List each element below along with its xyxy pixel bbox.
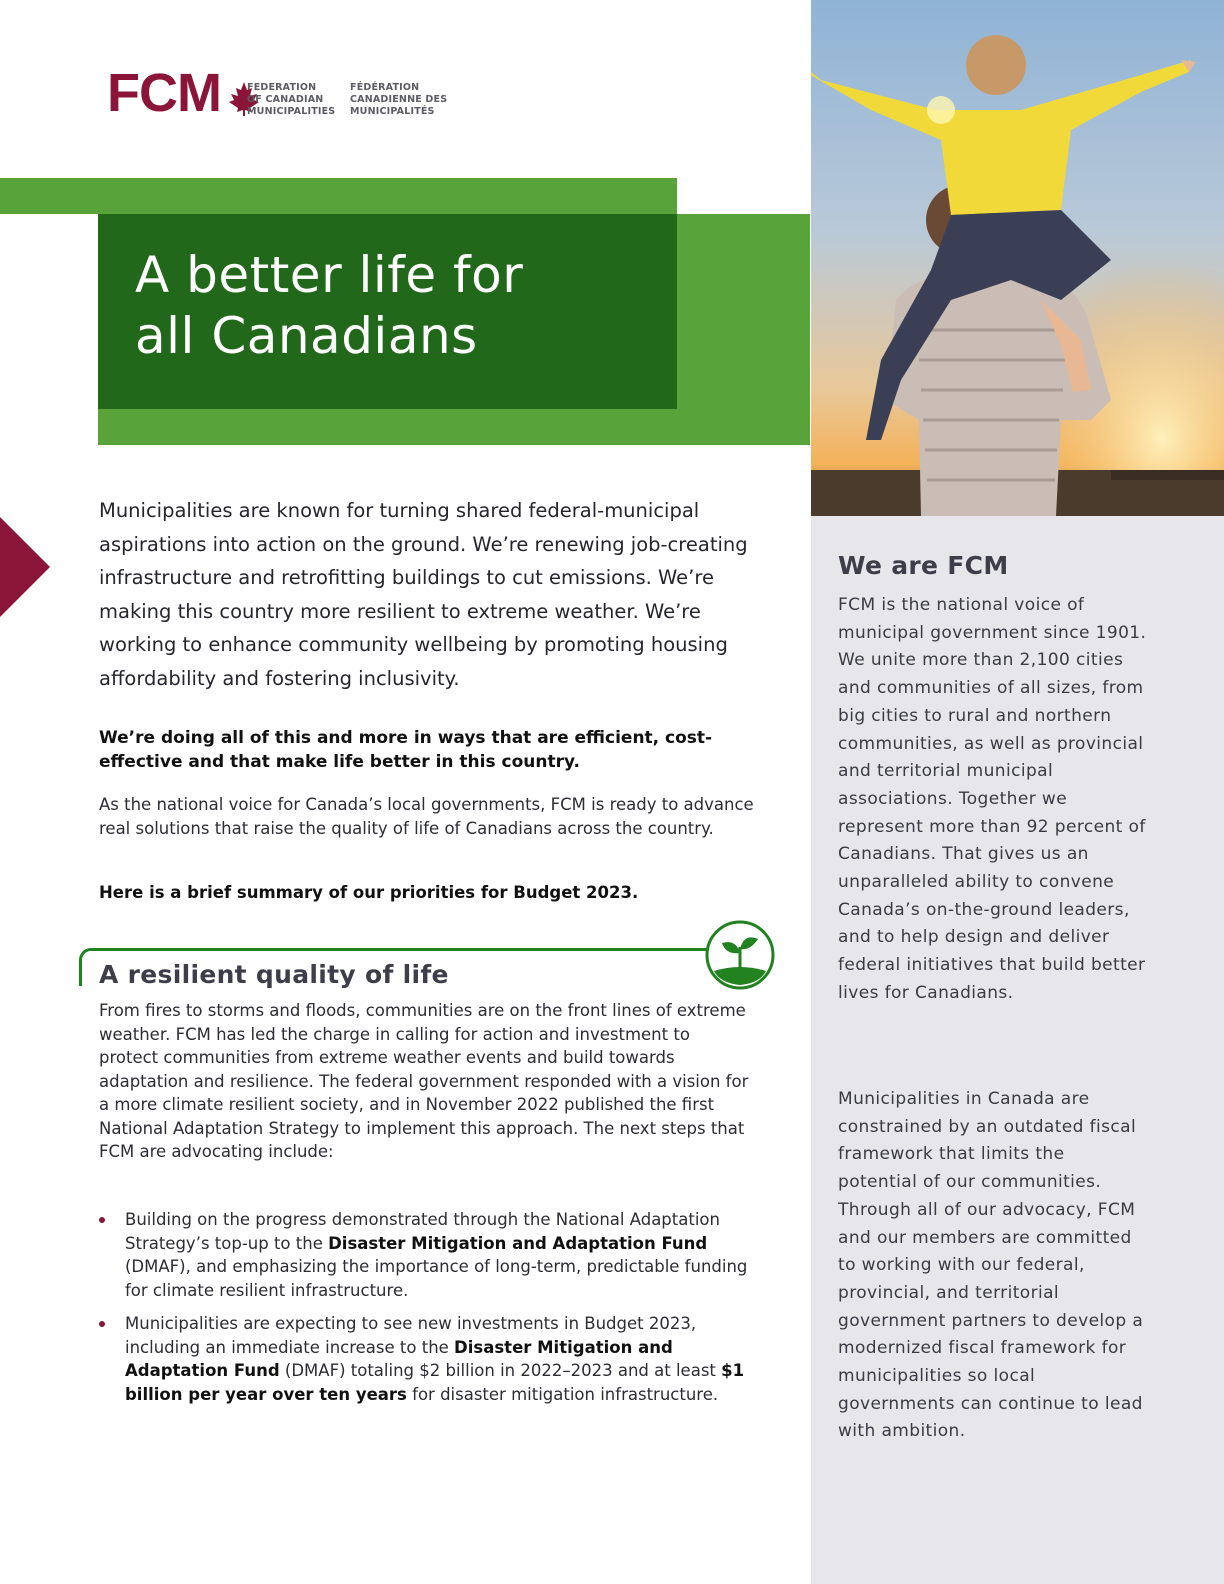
priority-list <box>99 1208 759 1416</box>
arrow-marker-icon <box>0 517 50 617</box>
section-body: From fires to storms and floods, communities are on the front lines of extreme weather. FCM has led the charge in calling for action and investment to protect communities from extreme weather events and build towards adaptation and resilience. The federal government responded with a vision for a more climate resilient society, and in November 2022 published the first National Adaptation Strategy to implement this approach. The next steps that FCM are advocating include: <box>99 1001 749 1161</box>
intro-secondary-paragraph: As the national voice for Canada’s local governments, FCM is ready to advance real solutions that raise the quality of life of Canadians across the country. <box>99 795 754 838</box>
list-item: Building on the progress demonstrated through the National Adaptation Strategy’s top-up to the Disaster Mitigation and Adaptation Fund (DMAF), and emphasizing the importance of long-term, predictable funding for climate resilient infrastructure. <box>99 1208 759 1302</box>
intro-paragraph: Municipalities are known for turning shared federal-municipal aspirations into action on the ground. We’re renewing job-creating infrastructure and retrofitting buildings to cut emissions. We’re making this country more resilient to extreme weather. We’re working to enhance community wellbeing by promoting housing affordability and fostering inclusivity. <box>99 499 748 690</box>
logo-text-english: FEDERATION OF CANADIAN MUNICIPALITIES <box>247 82 336 117</box>
logo-mark: FCM <box>107 63 221 123</box>
page-title: A better life for all Canadians <box>135 246 524 365</box>
hero-photo <box>811 0 1224 516</box>
list-item: Municipalities are expecting to see new investments in Budget 2023, including an immediate increase to the Disaster Mitigation and Adaptation Fund (DMAF) totaling $2 billion in 2022–2023 and at least $1 billion per year over ten years for disaster mitigation infrastructure. <box>99 1312 759 1406</box>
sidebar-title: We are FCM <box>838 551 1009 580</box>
logo-text-french: FÉDÉRATION CANADIENNE DES MUNICIPALITÉS <box>350 82 448 117</box>
section-title: A resilient quality of life <box>99 960 449 989</box>
header-band-light-top <box>0 178 677 214</box>
sidebar-paragraph-2: Municipalities in Canada are constrained by an outdated fiscal framework that limits the potential of our communities. Through all of our advocacy, FCM and our members are committed to working with our federal, provincial, and territorial government partners to develop a modernized fiscal framework for municipalities so local governments can continue to lead with ambition. <box>838 1089 1144 1442</box>
sprout-icon <box>704 919 776 991</box>
parent-child-sunset-image <box>811 0 1224 516</box>
sidebar-paragraph-1: FCM is the national voice of municipal government since 1901. We unite more than 2,100 cities and communities of all sizes, from big cities to rural and northern communities, as well as provincial and territorial municipal associations. Together we represent more than 92 percent of Canadians. That gives us an unparalleled ability to convene Canada’s on-the-ground leaders, and to help design and deliver federal initiatives that build better lives for Canadians. <box>838 595 1147 1003</box>
priorities-summary: Here is a brief summary of our priorities for Budget 2023. <box>99 883 639 902</box>
intro-bold-statement: We’re doing all of this and more in ways that are efficient, cost-effective and that make life better in this country. <box>99 728 713 772</box>
